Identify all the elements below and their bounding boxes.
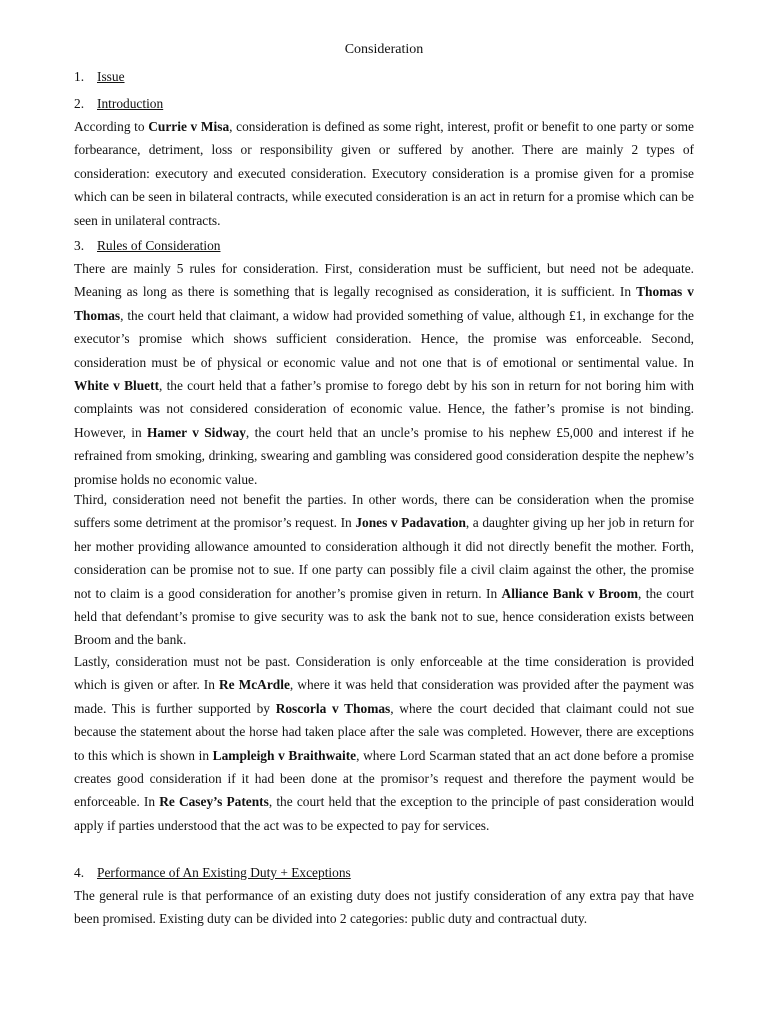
rules-paragraph-1: There are mainly 5 rules for consideration. First, consideration must be sufficient, but need not be adequate. Meaning as long as there is something that is legally recognised as consideration, it is sufficient. In Thomas v Thomas, the court held that claimant, a widow had provided something of value, although £1, in exchange for the executor’s promise which shows sufficient consideration. Hence, the promise was enforceable. Second, consideration must be of physical or economic value and not one that is of emotional or sentimental value. In White v Bluett, the court held that a father’s promise to forego debt by his son in return for not boring him with complaints was not considered consideration of economic value. Hence, the father’s promise is not binding. However, in Hamer v Sidway, the court held that an uncle’s promise to his nephew £5,000 and interest if he refrained from smoking, drinking, swearing and gambling was considered good consideration despite the nephew’s promise holds no economic value.	[74, 261, 695, 487]
heading-introduction	[74, 94, 163, 114]
case-name: Thomas v Thomas	[74, 284, 694, 323]
page-title: Consideration	[344, 42, 424, 57]
heading-number: 3.	[74, 238, 85, 253]
heading-rules	[74, 236, 220, 256]
case-name: Alliance Bank v Broom	[501, 585, 638, 601]
heading-issue	[74, 67, 125, 87]
heading-number: 1.	[74, 69, 85, 84]
case-name: White v Bluett	[74, 378, 160, 394]
intro-paragraph: According to Currie v Misa, consideration is defined as some right, interest, profit or benefit to one party or some forbearance, detriment, loss or responsibility given or suffered by another. There are mainly 2 types of consideration: executory and executed consideration. Executory consideration is a promise given for a promise which can be seen in bilateral contracts, while executed consideration is an act in return for a promise which can be seen in unilateral contracts.	[74, 119, 694, 228]
case-name: Re Casey’s Patents	[159, 794, 269, 810]
case-name: Currie v Misa	[148, 119, 230, 134]
heading-number: 2.	[74, 96, 85, 111]
case-name: Roscorla v Thomas	[275, 700, 391, 716]
heading-text: Performance of An Existing Duty + Exceptions	[97, 865, 351, 880]
duty-paragraph-1: The general rule is that performance of an existing duty does not justify consideration of any extra pay that have been promised. Existing duty can be divided into 2 categories: public duty and contractual duty.	[74, 888, 694, 927]
case-name: Hamer v Sidway	[146, 424, 246, 440]
heading-text: Issue	[97, 69, 125, 84]
heading-text: Introduction	[97, 96, 164, 111]
heading-existing-duty	[74, 863, 351, 883]
rules-paragraph-3: Lastly, consideration must not be past. Consideration is only enforceable at the time consideration is provided which is given or after. In Re McArdle, where it was held that consideration was provided after the payment was made. This is further supported by Roscorla v Thomas, where the court decided that claimant could not sue because the statement about the horse had taken place after the sale was completed. However, there are exceptions to this which is shown in Lampleigh v Braithwaite, where Lord Scarman stated that an act done before a promise creates good consideration if it had been done at the promisor’s request and therefore the payment would be enforceable. In Re Casey’s Patents, the court held that the exception to the principle of past consideration would apply if parties understood that the act was to be expected to pay for services.	[74, 654, 695, 833]
case-name: Lampleigh v Braithwaite	[212, 747, 357, 763]
case-name: Jones v Padavation	[355, 515, 466, 531]
rules-paragraph-2: Third, consideration need not benefit the parties. In other words, there can be consideration when the promise suffers some detriment at the promisor’s request. In Jones v Padavation, a daughter giving up her job in return for her mother providing allowance amounted to consideration although it did not directly benefit the mother. Forth, consideration can be promise not to sue. If one party can possibly file a civil claim against the other, the promise not to claim is a good consideration for another’s promise given in return. In Alliance Bank v Broom, the court held that defendant’s promise to give security was to ask the bank not to sue, hence consideration exists between Broom and the bank.	[74, 492, 694, 648]
heading-text: Rules of Consideration	[97, 238, 221, 253]
heading-number: 4.	[74, 865, 85, 880]
case-name: Re McArdle	[218, 677, 290, 693]
